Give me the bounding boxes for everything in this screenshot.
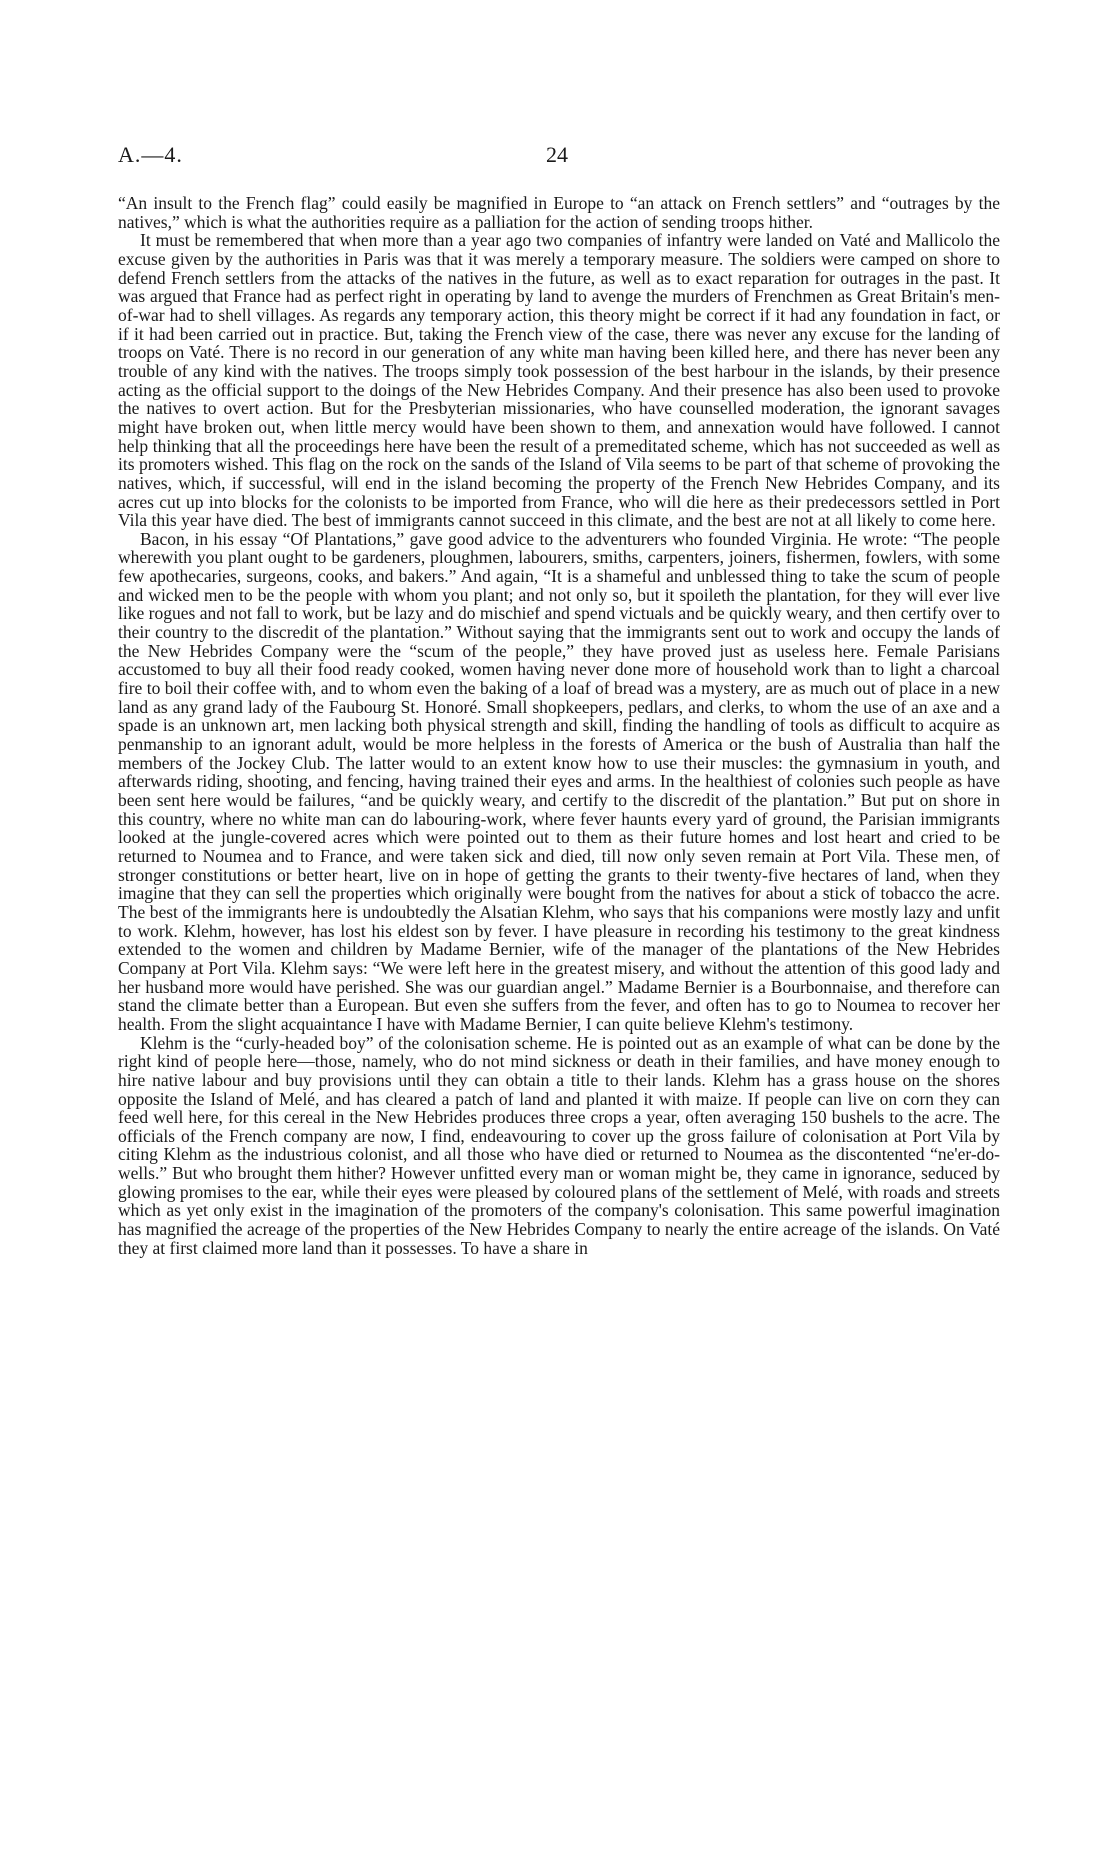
paragraph-klehm: Klehm is the “curly-headed boy” of the colonisation scheme. He is pointed out as an example of what can be done by the right kind of people here—those, namely, who do not mind sickness or death in their families, and have money enough to hire native labour and buy provisions until they can obtain a title to their lands. Klehm has a grass house on the shores opposite the Island of Melé, and has cleared a patch of land and planted it with maize. If people can live on corn they can feed well here, for this cereal in the New Hebrides produces three crops a year, often averaging 150 bushels to the acre. The officials of the French company are now, I find, endeavouring to cover up the gross failure of colonisation at Port Vila by citing Klehm as the industrious colonist, and all those who have died or returned to Noumea as the discontented “ne'er-do-wells.” But who brought them hither? However unfitted every man or woman might be, they came in ignorance, seduced by glowing promises to the ear, while their eyes were pleased by coloured plans of the settlement of Melé, with roads and streets which as yet only exist in the imagination of the promoters of the company's colonisation. This same powerful imagination has magnified the acreage of the properties of the New Hebrides Company to nearly the entire acreage of the islands. On Vaté they at first claimed more land than it possesses. To have a share in (118, 1032, 1000, 1258)
paragraph-bacon-plantations: Bacon, in his essay “Of Plantations,” gave good advice to the adventurers who founded Virginia. He wrote: “The people wherewith you plant ought to be gardeners, ploughmen, labourers, smiths, carpenters, joiners, fishermen, fowlers, with some few apothecaries, surgeons, cooks, and bakers.” And again, “It is a shameful and unblessed thing to take the scum of people and wicked men to be the people with whom you plant; and not only so, but it spoileth the plantation, for they will ever live like rogues and not fall to work, but be lazy and do mischief and spend victuals and be quickly weary, and then certify over to their country to the discredit of the plantation.” Without saying that the immigrants sent out to work and occupy the lands of the New Hebrides Company were the “scum of the people,” they have proved just as useless here. Female Parisians accustomed to buy all their food ready cooked, women having never done more of household work than to light a charcoal fire to boil their coffee with, and to whom even the baking of a loaf of bread was a mystery, are as much out of place in a new land as any grand lady of the Faubourg St. Honoré. Small shopkeepers, pedlars, and clerks, to whom the use of an axe and a spade is an unknown art, men lacking both physical strength and skill, finding the handling of tools as difficult to acquire as penmanship to an ignorant adult, would be more helpless in the forests of America or the bush of Australia than half the members of the Jockey Club. The latter would to an extent know how to use their muscles: the gymnasium in youth, and afterwards riding, shooting, and fencing, having trained their eyes and arms. In the healthiest of colonies such people as have been sent here would be failures, “and be quickly weary, and certify to the discredit of the plantation.” But put on shore in this country, where no white man can do labouring-work, where fever haunts every yard of ground, the Parisian immigrants looked at the jungle-covered acres which were pointed out to them as their future homes and lost heart and cried to be returned to Noumea and to France, and were taken sick and died, till now only seven remain at Port Vila. These men, of stronger constitutions or better heart, live on in hope of getting the grants to their twenty-five hectares of land, when they imagine that they can sell the properties which originally were bought from the natives for about a stick of tobacco the acre. The best of the immigrants here is undoubtedly the Alsatian Klehm, who says that his companions were mostly lazy and unfit to work. Klehm, however, has lost his eldest son by fever. I have pleasure in recording his testimony to the great kindness extended to the women and children by Madame Bernier, wife of the manager of the plantations of the New Hebrides Company at Port Vila. Klehm says: “We were left here in the greatest misery, and without the attention of this good lady and her husband more would have perished. She was our guardian angel.” Madame Bernier is a Bourbonnaise, and therefore can stand the climate better than a European. But even she suffers from the fever, and often has to go to Noumea to recover her health. From the slight acquaintance I have with Madame Bernier, I can quite believe Klehm's testimony. (118, 528, 1000, 1034)
document-reference: A.—4. (118, 142, 183, 167)
paragraph-flag-insult: “An insult to the French flag” could easily be magnified in Europe to “an attack on French settlers” and “outrages by the natives,” which is what the authorities require as a palliation for the action of sending troops hither. (118, 193, 1000, 232)
page-number: 24 (546, 142, 568, 167)
paragraph-troops-landing: It must be remembered that when more than a year ago two companies of infantry were landed on Vaté and Mallicolo the excuse given by the authorities in Paris was that it was merely a temporary measure. The soldiers were camped on shore to defend French settlers from the attacks of the natives in the future, as well as to exact reparation for outrages in the past. It was argued that France had as perfect right in operating by land to avenge the murders of Frenchmen as Great Britain's men-of-war had to shell villages. As regards any temporary action, this theory might be correct if it had any foundation in fact, or if it had been carried out in practice. But, taking the French view of the case, there was never any excuse for the landing of troops on Vaté. There is no record in our generation of any white man having been killed here, and there has never been any trouble of any kind with the natives. The troops simply took possession of the best harbour in the islands, by their presence acting as the official support to the doings of the New Hebrides Company. And their presence has also been used to provoke the natives to overt action. But for the Presbyterian missionaries, who have counselled moderation, the ignorant savages might have broken out, when little mercy would have been shown to them, and annexation would have followed. I cannot help thinking that all the proceedings here have been the result of a premeditated scheme, which has not succeeded as well as its promoters wished. This flag on the rock on the sands of the Island of Vila seems to be part of that scheme of provoking the natives, which, if successful, will end in the island becoming the property of the French New Hebrides Company, and its acres cut up into blocks for the colonists to be imported from France, who will die here as their predecessors settled in Port Vila this year have died. The best of immigrants cannot succeed in this climate, and the best are not at all likely to come here. (118, 230, 1000, 531)
page-header (118, 142, 996, 172)
body-text (118, 194, 1000, 1257)
